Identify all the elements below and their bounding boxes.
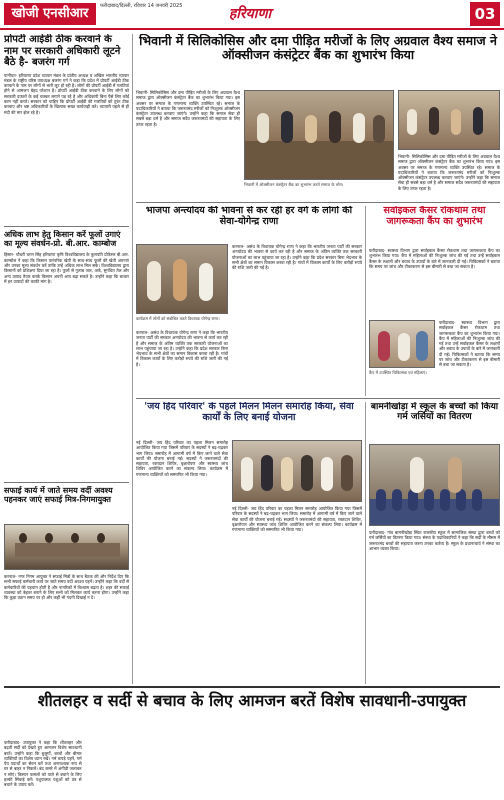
story-headline: सफाई कार्य में जाते समय वर्दी अवश्य पहनकर जाएं सफाई मित्र-निगमायुक्त	[4, 486, 113, 505]
story-body: फरीदाबाद- स्वास्थ्य विभाग द्वारा सर्वाइकल कैंसर रोकथाम तथा जागरूकता कैंप का शुभारंभ किया गया। कैंप में महिलाओं की निःशुल्क जांच की गई तथा उन्हें सर्वाइकल कैंसर के लक्षणों और बचाव के उपायों के बारे में जानकारी दी गई। चिकित्सकों ने बताया कि समय पर जांच और टीकाकरण से इस बीमारी से बचा जा सकता है।	[439, 320, 500, 368]
story-headline: प्रोपर्टी आईडी ठीक करवाने के नाम पर सरकारी अधिकारी लूटने बैठे है- बजरंग गर्ग	[4, 34, 121, 68]
oxygen-bank-photo-2	[398, 90, 500, 150]
oxygen-bank-photo	[244, 90, 394, 180]
story-jai-hind-body-2	[232, 506, 362, 684]
column-rule	[132, 34, 133, 684]
header-rule	[0, 28, 504, 30]
story-headline: शीतलहर व सर्दी से बचाव के लिए आमजन बरतें विशेष सावधानी-उपायुक्त	[37, 691, 467, 710]
story-cervical-cancer	[369, 206, 500, 246]
story-bjp-body	[232, 244, 362, 396]
story-body: फरीदाबाद- उपायुक्त ने कहा कि शीतलहर और बढ़ती सर्दी को देखते हुए आमजन विशेष सावधानी बरतें। उन्होंने कहा कि बुजुर्गों, बच्चों और बीमार व्यक्तियों का विशेष ध्यान रखें। गर्म कपड़े पहनें, गर्म पेय पदार्थों का सेवन करें तथा अनावश्यक रूप से घर से बाहर न निकलें। बंद कमरे में अंगीठी जलाकर न सोएं। किसान फसलों को पाले से बचाने के लिए हल्की सिंचाई करें। पशुपालक पशुओं को ठंड से बचाने के उपाय करें।	[4, 740, 82, 788]
story-cervical-body	[369, 248, 500, 318]
column-rule	[365, 206, 366, 396]
photo-caption: कैंप में उपस्थित चिकित्सक एवं महिलाएं।	[369, 370, 427, 375]
masthead	[0, 0, 504, 30]
story-flower-farming	[4, 230, 129, 480]
divider	[136, 398, 500, 399]
story-body: पानीपत- हरियाणा प्रदेश व्यापार मंडल के प्रांतीय अध्यक्ष व अखिल भारतीय व्यापार मंडल के राष्ट्रीय वरिष्ठ उपाध्यक्ष बजरंग गर्ग ने कहा कि प्रदेश में प्रोपर्टी आईडी ठीक करवाने के नाम पर लोगों से भारी लूट हो रही है। लोगों की प्रोपर्टी आईडी में गलतियां होने से आमजन बेहद परेशान है। प्रोपर्टी आईडी ठीक करवाने के लिए लोगों को सरकारी दफ्तरों के कई चक्कर लगाने पड़ रहे है और अधिकारी बिना पैसे लिए कोई काम नहीं करते। सरकार को चाहिए कि प्रोपर्टी आईडी की गलतियों को तुरंत ठीक करवाए और भ्रष्ट अधिकारियों के खिलाफ सख्त कार्यवाही करे। व्यापारी पहले से ही मंदी की मार झेल रहे है।	[4, 72, 129, 115]
story-school-sweaters-body	[369, 530, 500, 684]
story-body: नई दिल्ली- जय हिंद परिवार का पहला मिलन समारोह आयोजित किया गया जिसमें परिवार के सदस्यों ने बढ़-चढ़कर भाग लिया। समारोह में आगामी वर्ष में किए जाने वाले सेवा कार्यों की योजना बनाई गई। सदस्यों ने जरूरतमंदों की सहायता, रक्तदान शिविर, वृक्षारोपण और स्वास्थ्य जांच शिविर आयोजित करने का संकल्प लिया। कार्यक्रम में गणमान्य व्यक्तियों को सम्मानित भी किया गया।	[136, 440, 228, 477]
story-sanitation-body	[4, 574, 129, 682]
meeting-photo	[4, 524, 129, 570]
story-body: नई दिल्ली- जय हिंद परिवार का पहला मिलन समारोह आयोजित किया गया जिसमें परिवार के सदस्यों ने बढ़-चढ़कर भाग लिया। समारोह में आगामी वर्ष में किए जाने वाले सेवा कार्यों की योजना बनाई गई। सदस्यों ने जरूरतमंदों की सहायता, रक्तदान शिविर, वृक्षारोपण और स्वास्थ्य जांच शिविर आयोजित करने का संकल्प लिया। कार्यक्रम में गणमान्य व्यक्तियों को सम्मानित भी किया गया।	[232, 506, 362, 533]
story-headline: 'जय हिंद परिवार' के पहले मिलन मिलन समारोह किया, सेवा कार्यों के लिए बनाई योजना	[144, 402, 354, 423]
photo-caption: कार्यक्रम में लोगों को संबोधित करते विधायक योगेन्द्र राणा।	[136, 316, 220, 321]
school-sweaters-photo	[369, 444, 500, 526]
story-property-id	[4, 34, 129, 224]
story-oxygen-bank-body	[136, 90, 240, 200]
newspaper-logo: खोजी एनसीआर	[4, 3, 96, 25]
story-headline: भाजपा अन्त्योदय की भावना से कर रही हर वर्ग के लोगों की सेवा-योगेन्द्र राणा	[145, 206, 353, 227]
edition-info: फरीदाबाद/दिल्ली, रविवार 14 जनवरी 2025	[100, 3, 183, 9]
divider	[4, 482, 129, 483]
story-cold-wave-body	[4, 740, 500, 798]
cervical-camp-photo	[369, 320, 435, 368]
story-cold-wave	[4, 690, 500, 736]
story-body: करनाल- असंध के विधायक योगेन्द्र राणा ने कहा कि भारतीय जनता पार्टी की सरकार अन्त्योदय की भावना से कार्य कर रही है और समाज के अंतिम व्यक्ति तक सरकारी योजनाओं का लाभ पहुंचाया जा रहा है। उन्होंने कहा कि प्रदेश सरकार बिना भेदभाव के सभी क्षेत्रों का समान विकास करवा रही है। गांवों में विकास कार्यों के लिए करोड़ों रुपये की राशि जारी की गई है।	[232, 244, 362, 271]
story-body: करनाल- असंध के विधायक योगेन्द्र राणा ने कहा कि भारतीय जनता पार्टी की सरकार अन्त्योदय की भावना से कार्य कर रही है और समाज के अंतिम व्यक्ति तक सरकारी योजनाओं का लाभ पहुंचाया जा रहा है। उन्होंने कहा कि प्रदेश सरकार बिना भेदभाव के सभी क्षेत्रों का समान विकास करवा रही है। गांवों में विकास कार्यों के लिए करोड़ों रुपये की राशि जारी की गई है।	[136, 330, 228, 367]
story-oxygen-bank-body-2	[398, 154, 500, 200]
column-rule	[365, 402, 366, 684]
divider	[4, 686, 500, 688]
story-body: हिसार- चौधरी चरण सिंह हरियाणा कृषि विश्वविद्यालय के कुलपति प्रोफेसर बी.आर. काम्बोज ने कहा कि किसान पारंपरिक खेती के साथ-साथ फूलों की खेती अपनाएं और उनका मूल्य संवर्धन करें ताकि उन्हें अधिक लाभ मिल सके। विश्वविद्यालय द्वारा किसानों को प्रशिक्षण दिया जा रहा है। फूलों से गुलाब जल, अर्क, सुगंधित तेल और अन्य उत्पाद तैयार करके किसान अपनी आय बढ़ा सकते है। उन्होंने कहा कि बाजार में इन उत्पादों की काफी मांग है।	[4, 252, 129, 284]
story-bjp-antyodaya	[136, 206, 362, 242]
story-bjp-body-2	[136, 330, 228, 396]
divider	[4, 226, 129, 227]
story-oxygen-bank	[136, 34, 500, 86]
story-sanitation	[4, 486, 129, 522]
story-body: भिवानी- सिलिकोसिस और दमा पीड़ित मरीजों के लिए अग्रवाल वैश्य समाज द्वारा ऑक्सीजन कंसंट्रेटर बैंक का शुभारंभ किया गया। इस अवसर पर समाज के गणमान्य व्यक्ति उपस्थित रहे। समाज के पदाधिकारियों ने बताया कि जरूरतमंद मरीजों को निःशुल्क ऑक्सीजन कंसंट्रेटर उपलब्ध करवाए जाएंगे। उन्होंने कहा कि समाज सेवा ही सबसे बड़ा धर्म है और समाज सदैव जरूरतमंदों की सहायता के लिए तत्पर रहता है।	[398, 154, 500, 191]
story-headline: बामनीखोड़ा में स्कूल के बच्चों को किया गर्म जर्सियों का वितरण	[370, 402, 499, 423]
jai-hind-photo	[232, 440, 362, 502]
story-jai-hind-parivar	[136, 402, 362, 438]
story-body: करनाल- नगर निगम आयुक्त ने सफाई मित्रों के साथ बैठक की और निर्देश दिए कि सभी सफाई कर्मचारी कार्य पर जाते समय वर्दी अवश्य पहनें। उन्होंने कहा कि वर्दी से कर्मचारियों की पहचान होती है और नागरिकों में विश्वास बढ़ता है। शहर की सफाई व्यवस्था को बेहतर बनाने के लिए सभी को मिलकर कार्य करना होगा। उन्होंने कहा कि कूड़ा उठान समय पर हो और कहीं भी गंदगी दिखाई न दे।	[4, 574, 129, 601]
story-headline: भिवानी में सिलिकोसिस और दमा पीड़ित मरीजों के लिए अग्रवाल वैश्य समाज ने ऑक्सीजन कंसंट्रेटर बैंक का शुभारंभ किया	[139, 34, 497, 63]
story-body: फरीदाबाद- गांव बामनीखोड़ा स्थित राजकीय स्कूल में सामाजिक संस्था द्वारा बच्चों को गर्म जर्सियों का वितरण किया गया। संस्था के पदाधिकारियों ने कहा कि सर्दी के मौसम में जरूरतमंद बच्चों की सहायता करना उनका कर्तव्य है। स्कूल के प्रधानाचार्य ने संस्था का आभार व्यक्त किया।	[369, 530, 500, 551]
story-headline: सर्वाइकल कैंसर रोकथाम तथा जागरूकता कैंप का शुभारंभ	[383, 206, 486, 227]
story-body: फरीदाबाद- स्वास्थ्य विभाग द्वारा सर्वाइकल कैंसर रोकथाम तथा जागरूकता कैंप का शुभारंभ किया गया। कैंप में महिलाओं की निःशुल्क जांच की गई तथा उन्हें सर्वाइकल कैंसर के लक्षणों और बचाव के उपायों के बारे में जानकारी दी गई। चिकित्सकों ने बताया कि समय पर जांच और टीकाकरण से इस बीमारी से बचा जा सकता है।	[369, 248, 500, 269]
story-headline: अधिक लाभ हेतु किसान करें फूलों उगाएं का मूल्य संवर्धन-प्रो. बी.आर. काम्बोज	[4, 230, 121, 249]
story-school-sweaters	[369, 402, 500, 442]
story-body: भिवानी- सिलिकोसिस और दमा पीड़ित मरीजों के लिए अग्रवाल वैश्य समाज द्वारा ऑक्सीजन कंसंट्रेटर बैंक का शुभारंभ किया गया। इस अवसर पर समाज के गणमान्य व्यक्ति उपस्थित रहे। समाज के पदाधिकारियों ने बताया कि जरूरतमंद मरीजों को निःशुल्क ऑक्सीजन कंसंट्रेटर उपलब्ध करवाए जाएंगे। उन्होंने कहा कि समाज सेवा ही सबसे बड़ा धर्म है और समाज सदैव जरूरतमंदों की सहायता के लिए तत्पर रहता है।	[136, 90, 240, 127]
story-jai-hind-body	[136, 440, 228, 684]
story-cervical-body-2	[439, 320, 500, 396]
section-title: हरियाणा	[228, 6, 272, 22]
bjp-event-photo	[136, 244, 228, 314]
photo-caption: भिवानी में ऑक्सीजन कंसंट्रेटर बैंक का शुभारंभ करते समाज के लोग।	[244, 182, 344, 187]
page-number: 03	[470, 2, 500, 26]
divider	[136, 202, 500, 203]
